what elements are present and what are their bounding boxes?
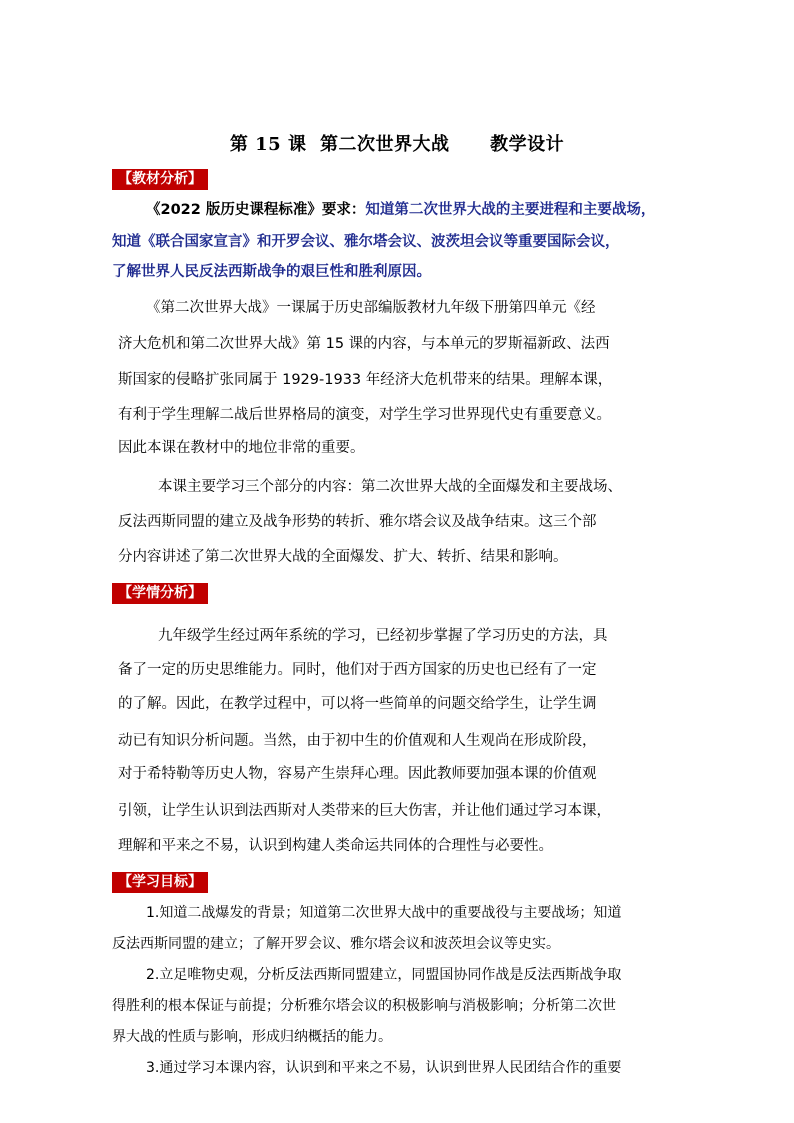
- section-tag-learner-analysis: 【学情分析】: [112, 583, 208, 604]
- standard-prefix: 《2022 版历史课程标准》要求：: [146, 202, 366, 218]
- para1-line: 《第二次世界大战》一课属于历史部编版教材九年级下册第四单元《经: [146, 300, 596, 316]
- para2-line: 本课主要学习三个部分的内容：第二次世界大战的全面爆发和主要战场、: [158, 479, 622, 495]
- standard-line-2-text: 知道《联合国家宣言》和开罗会议、雅尔塔会议、波茨坦会议等重要国际会议，: [112, 234, 620, 250]
- section-tag-textbook-analysis: 【教材分析】: [112, 169, 208, 190]
- standard-line-2: [112, 232, 620, 252]
- standard-line-3-text: 了解世界人民反法西斯战争的艰巨性和胜利原因。: [112, 264, 431, 280]
- standard-line-1: [146, 200, 655, 220]
- para1-line: 有利于学生理解二战后世界格局的演变，对学生学习世界现代史有重要意义。: [118, 407, 611, 423]
- para3-line: 九年级学生经过两年系统的学习，已经初步掌握了学习历史的方法，具: [158, 628, 608, 644]
- section-tag-learning-goals: 【学习目标】: [112, 872, 208, 893]
- goal-line: 3.通过学习本课内容，认识到和平来之不易，认识到世界人民团结合作的重要: [146, 1060, 622, 1076]
- para3-line: 动已有知识分析问题。当然，由于初中生的价值观和人生观尚在形成阶段，: [118, 733, 597, 749]
- goal-line: 2.立足唯物史观，分析反法西斯同盟建立，同盟国协同作战是反法西斯战争取: [146, 967, 622, 983]
- para3-line: 的了解。因此，在教学过程中，可以将一些简单的问题交给学生，让学生调: [118, 696, 597, 712]
- para3-line: 对于希特勒等历史人物，容易产生崇拜心理。因此教师要加强本课的价值观: [118, 766, 597, 782]
- goal-line: 反法西斯同盟的建立；了解开罗会议、雅尔塔会议和波茨坦会议等史实。: [112, 936, 560, 952]
- page-title: 第 15 课 第二次世界大战 教学设计: [229, 134, 565, 155]
- standard-line-3: [112, 262, 431, 282]
- para3-line: 备了一定的历史思维能力。同时，他们对于西方国家的历史也已经有了一定: [118, 662, 597, 678]
- goal-line: 1.知道二战爆发的背景；知道第二次世界大战中的重要战役与主要战场；知道: [146, 905, 622, 921]
- goal-line: 得胜利的根本保证与前提；分析雅尔塔会议的积极影响与消极影响；分析第二次世: [112, 998, 616, 1014]
- para3-line: 理解和平来之不易，认识到构建人类命运共同体的合理性与必要性。: [118, 838, 553, 854]
- para2-line: 分内容讲述了第二次世界大战的全面爆发、扩大、转折、结果和影响。: [118, 549, 568, 565]
- standard-line-1-text: 知道第二次世界大战的主要进程和主要战场，: [365, 202, 656, 218]
- goal-line: 界大战的性质与影响，形成归纳概括的能力。: [112, 1029, 392, 1045]
- para1-line: 因此本课在教材中的地位非常的重要。: [118, 440, 365, 456]
- para2-line: 反法西斯同盟的建立及战争形势的转折、雅尔塔会议及战争结束。这三个部: [118, 514, 597, 530]
- para3-line: 引领，让学生认识到法西斯对人类带来的巨大伤害，并让他们通过学习本课，: [118, 803, 611, 819]
- para1-line: 济大危机和第二次世界大战》第 15 课的内容，与本单元的罗斯福新政、法西: [118, 336, 610, 352]
- para1-line: 斯国家的侵略扩张同属于 1929-1933 年经济大危机带来的结果。理解本课，: [118, 372, 613, 388]
